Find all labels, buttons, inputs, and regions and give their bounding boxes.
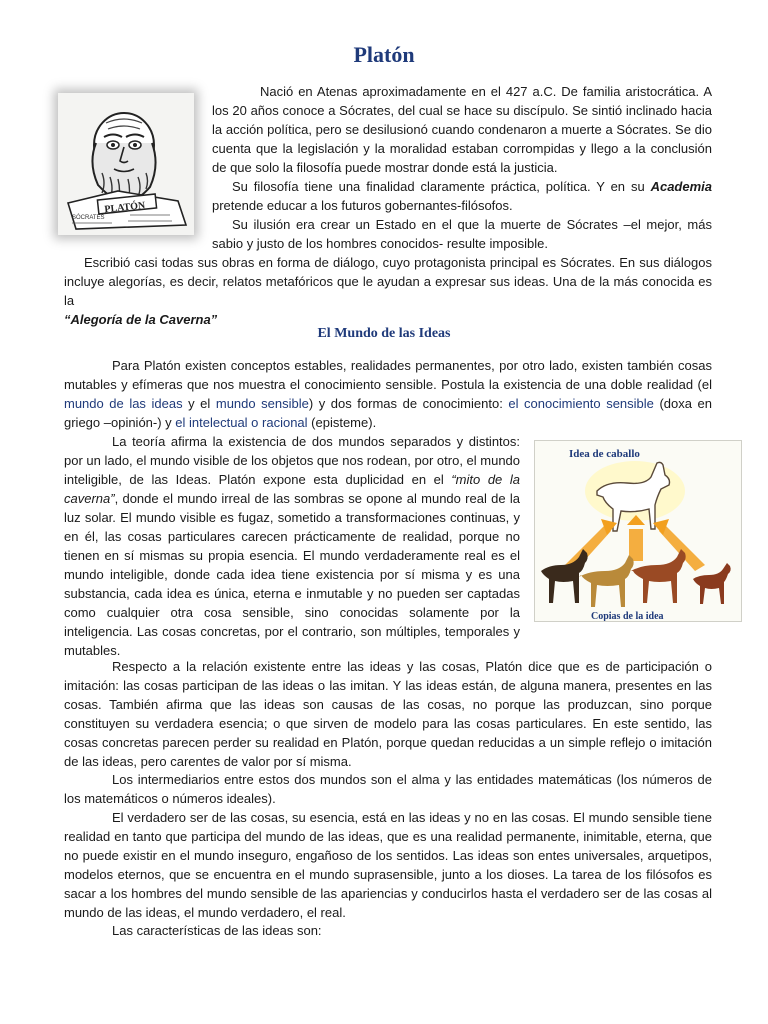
body-text: (doxa en griego –opinión-) y xyxy=(64,396,712,430)
intro-paragraph-state: Su ilusión era crear un Estado en el que la muerte de Sócrates –el mejor, más sabio y justo de los hombres conocidos- resulte imposible. xyxy=(212,217,712,251)
body-paragraph-two-worlds xyxy=(64,432,520,660)
section-title: El Mundo de las Ideas xyxy=(317,326,451,341)
intro-paragraph-dialogues xyxy=(64,253,712,329)
diagram-top-label: Idea de caballo xyxy=(569,448,640,460)
body-text: (episteme). xyxy=(307,415,377,430)
cave-myth-term: “mito de la caverna” xyxy=(64,472,520,506)
body-paragraph-double-reality xyxy=(64,356,712,432)
body-text: La teoría afirma la existencia de dos mundos separados y distintos: por un lado, el mundo visible de los objetos que nos rodean, por otro, el mundo inteligible, de las Ideas. Platón expone esta duplicidad en el xyxy=(64,434,521,487)
intro-paragraph-biography: Nació en Atenas aproximadamente en el 427 a.C. De familia aristocrática. A los 20 años conoce a Sócrates, del cual se hace su discípulo. Se sintió inclinado hacia la acción política, pero se desilusionó cuando condenaron a muerte a Sócrates. Se dio cuenta que la legislación y la moralidad estaban corrompidas y llego a la conclusión de que solo la filosofía puede mostrar donde está la justicia. xyxy=(212,84,712,175)
body-paragraph-participation: Respecto a la relación existente entre las ideas y las cosas, Platón dice que es de participación o imitación: las cosas participan de las ideas o las imitan. Y las ideas están, de alguna manera, presentes en las cosas. También afirma que las ideas son causas de las cosas, no porque las produzcan, sino porque constituyen su verdadera esencia; o que sirven de modelo para las cosas particulares. En este sentido, las cosas concretas parecen perder su realidad en Platón, porque quedan reducidas a un simple reflejo o imitación de las ideas, pero carentes de valor por sí misma. xyxy=(64,659,712,769)
intro-paragraph-academia xyxy=(212,177,712,215)
allegory-title: “Alegoría de la Caverna” xyxy=(64,312,218,327)
body-paragraph-true-being: El verdadero ser de las cosas, su esencia, está en las ideas y no en las cosas. El mundo sensible tiene realidad en tanto que participa del mundo de las ideas, que es una realidad permanente, inimitable, eterna, que no puede existir en el mundo inseguro, engañoso de los sentidos. Las ideas son entes universales, arquetipos, modelos eternos, que se encuentra en el mundo suprasensible, junto a los dioses. La tarea de los filósofos es sacar a los hombres del mundo sensible de las apariencias y conducirlos hasta el verdadero ser de las cosas al mundo de las ideas, el mundo verdadero, el real. xyxy=(64,810,712,920)
body-paragraph-intermediaries: Los intermediarios entre estos dos mundos son el alma y las entidades matemáticas (los números de los matemáticos o números ideales). xyxy=(64,772,712,806)
body-text: ) y dos formas de conocimiento: xyxy=(308,396,509,411)
page-title: Platón xyxy=(353,42,415,67)
intro-text: pretende educar a los futuros gobernantes-filósofos. xyxy=(212,198,513,213)
term-sensible-world: mundo sensible xyxy=(215,396,309,411)
term-rational-knowledge: el intelectual o racional xyxy=(175,415,308,430)
diagram-bottom-label: Copias de la idea xyxy=(591,611,664,621)
horse-idea-diagram xyxy=(534,440,742,622)
body-text: Para Platón existen conceptos estables, realidades permanentes, por otro lado, existen también cosas mutables y efímeras que nos muestra el conocimiento sensible. Postula la existencia de una doble realidad (el xyxy=(64,358,712,392)
term-world-of-ideas: mundo de las ideas xyxy=(64,396,183,411)
term-sensible-knowledge: el conocimiento sensible xyxy=(508,396,654,411)
plato-portrait-image xyxy=(58,93,194,235)
body-text: , donde el mundo irreal de las sombras se opone al mundo real de la luz solar. El mundo visible es fugaz, sometido a transformaciones continuas, y en él, las cosas particulares carecen prácticamente de realidad, porque no tienen en sí mismas su propia esencia. El mundo verdaderamente real es el mundo inteligible, donde cada idea tiene existencia por sí misma y es una substancia, cada idea es única, eterna e inmutable y no pueden ser captadas como cualquier otra cosa sensible, sino conocidas solamente por la inteligencia. Las cosas concretas, por el contrario, son múltiples, temporales y mutables. xyxy=(64,491,520,658)
intro-text: Escribió casi todas sus obras en forma de diálogo, cuyo protagonista principal es Sócrates. En sus diálogos incluye alegorías, es decir, relatos metafóricos que le ayudan a expresar sus ideas. Una de la más conocida es la xyxy=(64,255,712,308)
portrait-side-text: SÓCRATES xyxy=(72,215,105,221)
portrait-caption: PLATÓN xyxy=(103,200,146,216)
academia-term: Academia xyxy=(650,179,712,194)
body-paragraph-characteristics: Las características de las ideas son: xyxy=(112,923,322,938)
intro-text: Su filosofía tiene una finalidad claramente práctica, política. Y en su xyxy=(232,179,651,194)
body-text: y el xyxy=(182,396,216,411)
